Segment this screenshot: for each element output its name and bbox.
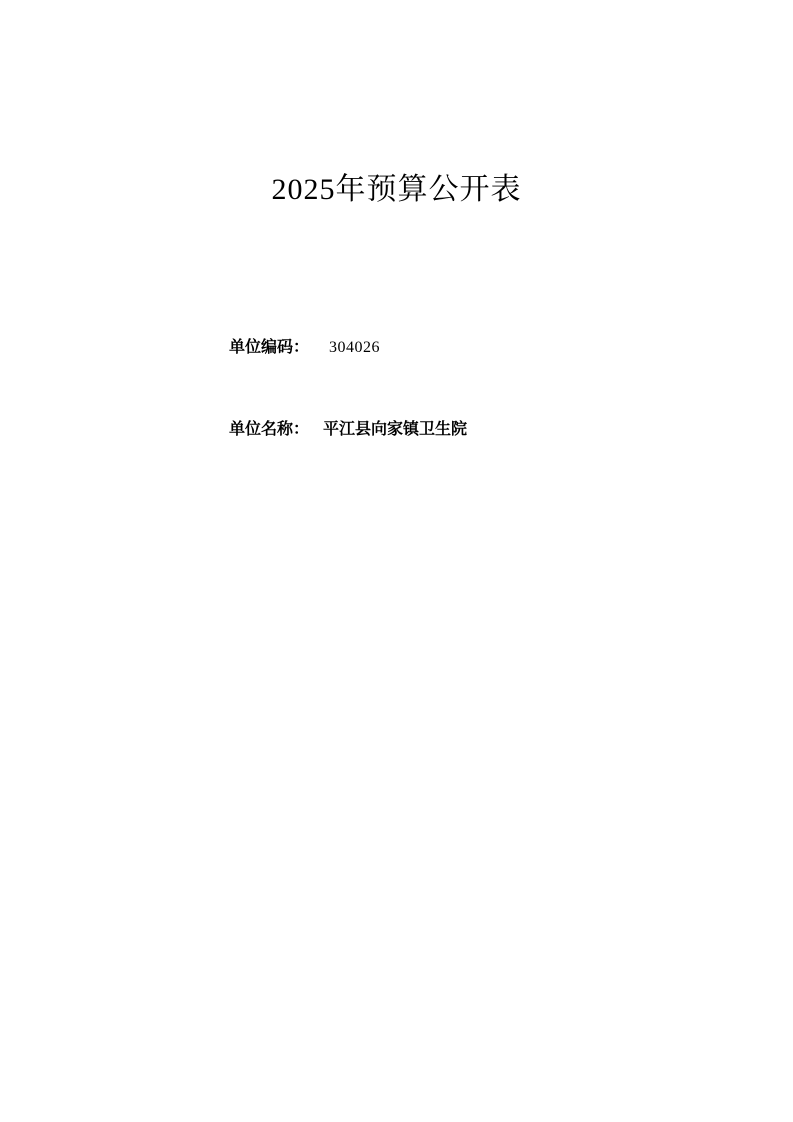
page-title: 2025年预算公开表 (271, 173, 522, 206)
unit-code-value: 304026 (329, 339, 381, 356)
unit-name-label: 单位名称： (229, 421, 310, 438)
unit-code-label: 单位编码： (229, 339, 310, 356)
meta-row-unit-name (229, 417, 749, 443)
document-meta-block (229, 335, 749, 443)
unit-name-value: 平江县向家镇卫生院 (323, 421, 468, 438)
meta-row-unit-code (229, 335, 749, 361)
